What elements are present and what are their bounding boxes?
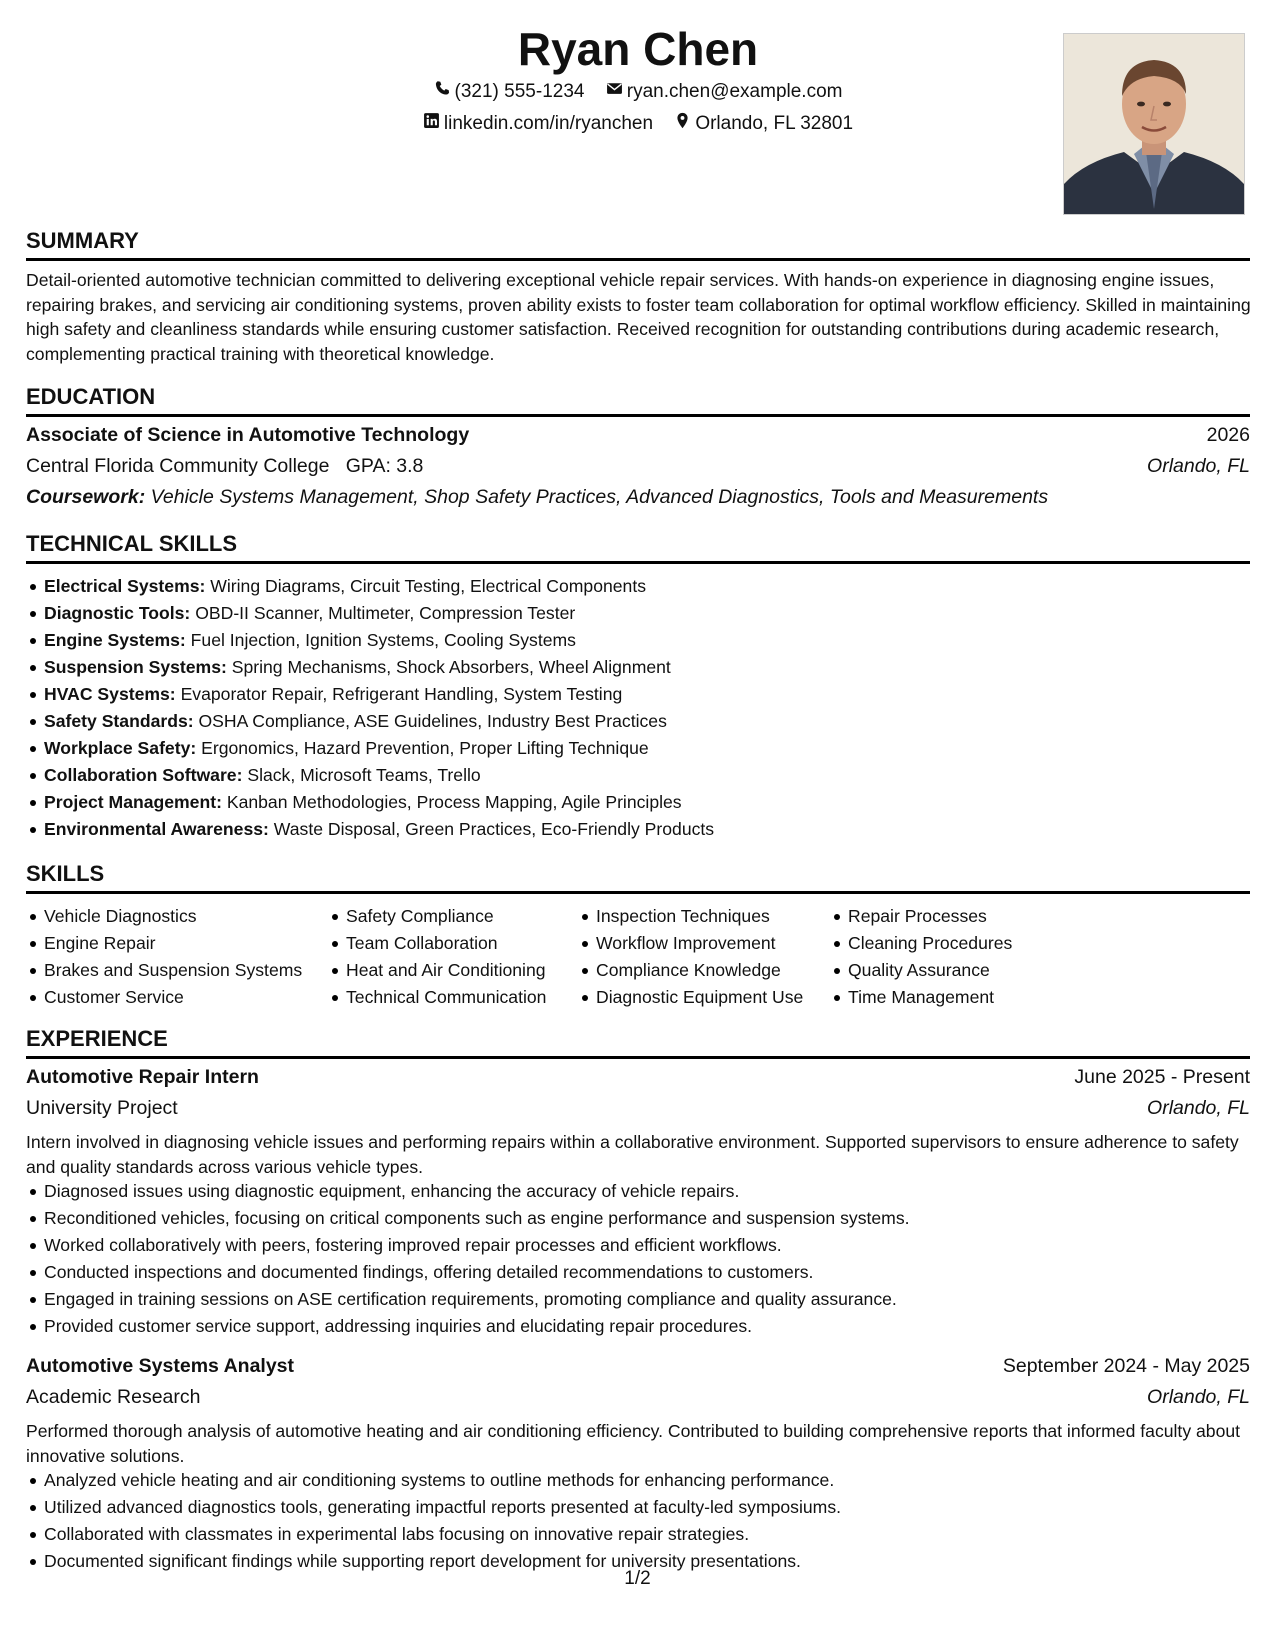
- technical-skill-label: Suspension Systems:: [44, 657, 227, 677]
- job-1-org-row: [26, 1097, 1250, 1125]
- technical-skill-label: Safety Standards:: [44, 711, 194, 731]
- graduation-year: 2026: [1206, 424, 1250, 446]
- job-bullet: Diagnosed issues using diagnostic equipment, enhancing the accuracy of vehicle repairs.: [26, 1178, 1256, 1205]
- technical-skill-item: [26, 735, 1256, 762]
- technical-skill-item: [26, 762, 1256, 789]
- technical-skill-value: Wiring Diagrams, Circuit Testing, Electrical Components: [210, 576, 647, 596]
- coursework-list: Vehicle Systems Management, Shop Safety Practices, Advanced Diagnostics, Tools and Measurements: [150, 486, 1049, 508]
- job-bullet: Analyzed vehicle heating and air conditioning systems to outline methods for enhancing performance.: [26, 1467, 1256, 1494]
- email-contact[interactable]: [606, 80, 843, 103]
- coursework-line: [26, 486, 1048, 509]
- job-2-org: Academic Research: [26, 1386, 201, 1408]
- education-school-row: [26, 455, 1250, 483]
- job-bullet: Collaborated with classmates in experimental labs focusing on innovative repair strategies.: [26, 1521, 1256, 1548]
- phone-contact: [434, 80, 585, 103]
- technical-skill-label: Workplace Safety:: [44, 738, 197, 758]
- skills-column: [328, 903, 546, 1011]
- skill-item: Technical Communication: [328, 984, 546, 1011]
- job-bullet: Conducted inspections and documented findings, offering detailed recommendations to customers.: [26, 1259, 1256, 1286]
- skills-column: [26, 903, 302, 1011]
- job-2-title-row: [26, 1355, 1250, 1383]
- technical-skill-label: HVAC Systems:: [44, 684, 176, 704]
- job-bullet: Documented significant findings while supporting report development for university presentations.: [26, 1548, 1256, 1575]
- page-number: 1/2: [624, 1568, 651, 1589]
- technical-skill-value: Ergonomics, Hazard Prevention, Proper Lifting Technique: [201, 738, 649, 758]
- technical-skill-value: Spring Mechanisms, Shock Absorbers, Wheel Alignment: [231, 657, 671, 677]
- email-text: ryan.chen@example.com: [626, 80, 843, 102]
- profile-photo: [1063, 33, 1245, 215]
- technical-skill-value: Kanban Methodologies, Process Mapping, Agile Principles: [226, 792, 682, 812]
- technical-skill-item: [26, 708, 1256, 735]
- skills-heading: SKILLS: [26, 861, 1250, 894]
- experience-heading: EXPERIENCE: [26, 1026, 1250, 1059]
- technical-skill-value: OBD-II Scanner, Multimeter, Compression Tester: [195, 603, 576, 623]
- job-2-org-row: [26, 1386, 1250, 1414]
- job-1-role: Automotive Repair Intern: [26, 1066, 259, 1088]
- skills-column: [830, 903, 1012, 1011]
- job-1-bullets: [26, 1178, 1256, 1340]
- technical-skill-value: Fuel Injection, Ignition Systems, Cooling Systems: [190, 630, 576, 650]
- linkedin-icon: [423, 112, 444, 135]
- job-2-description: Performed thorough analysis of automotive heating and air conditioning efficiency. Contributed to building comprehensive reports that informed faculty about innovative solutions.: [26, 1421, 1241, 1466]
- skill-item: Heat and Air Conditioning: [328, 957, 546, 984]
- skill-item: Repair Processes: [830, 903, 1012, 930]
- linkedin-text: linkedin.com/in/ryanchen: [443, 112, 654, 134]
- job-bullet: Provided customer service support, addressing inquiries and elucidating repair procedures.: [26, 1313, 1256, 1340]
- coursework-row: [26, 486, 1250, 514]
- technical-skill-item: [26, 600, 1256, 627]
- technical-skill-label: Engine Systems:: [44, 630, 186, 650]
- education-heading: EDUCATION: [26, 384, 1250, 417]
- job-1-description: Intern involved in diagnosing vehicle issues and performing repairs within a collaborative environment. Supported supervisors to ensure adherence to safety and quality standards across various vehicle types.: [26, 1132, 1239, 1177]
- skill-item: Safety Compliance: [328, 903, 546, 930]
- school-line: [26, 455, 423, 478]
- envelope-icon: [606, 80, 627, 103]
- skill-item: Team Collaboration: [328, 930, 546, 957]
- skill-item: Brakes and Suspension Systems: [26, 957, 302, 984]
- phone-icon: [434, 80, 455, 103]
- technical-skill-value: OSHA Compliance, ASE Guidelines, Industry Best Practices: [198, 711, 667, 731]
- skill-item: Diagnostic Equipment Use: [578, 984, 803, 1011]
- technical-skill-label: Collaboration Software:: [44, 765, 243, 785]
- technical-skill-value: Waste Disposal, Green Practices, Eco-Friendly Products: [273, 819, 715, 839]
- job-bullet: Engaged in training sessions on ASE certification requirements, promoting compliance and quality assurance.: [26, 1286, 1256, 1313]
- candidate-name: Ryan Chen: [517, 23, 759, 75]
- skill-item: Quality Assurance: [830, 957, 1012, 984]
- summary-heading: SUMMARY: [26, 228, 1250, 261]
- job-2-role: Automotive Systems Analyst: [26, 1355, 295, 1377]
- technical-skill-label: Environmental Awareness:: [44, 819, 269, 839]
- education-degree-row: [26, 424, 1250, 452]
- job-bullet: Reconditioned vehicles, focusing on critical components such as engine performance and suspension systems.: [26, 1205, 1256, 1232]
- technical-skill-item: [26, 654, 1256, 681]
- job-bullet: Utilized advanced diagnostics tools, generating impactful reports presented at faculty-led symposiums.: [26, 1494, 1256, 1521]
- skill-item: Engine Repair: [26, 930, 302, 957]
- technical-skill-item: [26, 627, 1256, 654]
- job-1-title-row: [26, 1066, 1250, 1094]
- technical-skill-item: [26, 816, 1256, 843]
- skill-item: Cleaning Procedures: [830, 930, 1012, 957]
- technical-skills-list: [26, 573, 1256, 843]
- technical-skill-item: [26, 681, 1256, 708]
- job-1-location: Orlando, FL: [1147, 1097, 1250, 1119]
- technical-skill-value: Evaporator Repair, Refrigerant Handling, System Testing: [180, 684, 623, 704]
- job-2-location: Orlando, FL: [1147, 1386, 1250, 1408]
- technical-skill-label: Electrical Systems:: [44, 576, 206, 596]
- degree-title: Associate of Science in Automotive Technology: [26, 424, 470, 446]
- phone-text: (321) 555-1234: [454, 80, 585, 102]
- school-name: Central Florida Community College: [26, 455, 330, 477]
- location-contact: [674, 112, 853, 135]
- job-2-bullets: [26, 1467, 1256, 1575]
- technical-skills-heading: TECHNICAL SKILLS: [26, 531, 1250, 564]
- location-text: Orlando, FL 32801: [695, 112, 854, 134]
- job-1-org: University Project: [26, 1097, 178, 1119]
- skill-item: Time Management: [830, 984, 1012, 1011]
- skill-item: Vehicle Diagnostics: [26, 903, 302, 930]
- technical-skill-item: [26, 573, 1256, 600]
- skill-item: Customer Service: [26, 984, 302, 1011]
- map-marker-icon: [674, 112, 695, 135]
- technical-skill-item: [26, 789, 1256, 816]
- skill-item: Workflow Improvement: [578, 930, 803, 957]
- job-bullet: Worked collaboratively with peers, fostering improved repair processes and efficient workflows.: [26, 1232, 1256, 1259]
- skills-column: [578, 903, 803, 1011]
- skills-grid: [26, 903, 1250, 1013]
- skill-item: Inspection Techniques: [578, 903, 803, 930]
- summary-text: Detail-oriented automotive technician committed to delivering exceptional vehicle repair services. With hands-on experience in diagnosing engine issues, repairing brakes, and servicing air conditioning systems, proven ability exists to foster team collaboration for optimal workflow efficiency. Skilled in maintaining high safety and cleanliness standards while ensuring customer satisfaction. Received recognition for outstanding contributions during academic research, complementing practical training with theoretical knowledge.: [26, 270, 1251, 364]
- gpa: GPA: 3.8: [345, 455, 424, 477]
- job-2-dates: September 2024 - May 2025: [1002, 1355, 1250, 1377]
- technical-skill-value: Slack, Microsoft Teams, Trello: [247, 765, 481, 785]
- technical-skill-label: Project Management:: [44, 792, 222, 812]
- coursework-label: Coursework:: [26, 486, 146, 508]
- job-1-dates: June 2025 - Present: [1074, 1066, 1250, 1088]
- skill-item: Compliance Knowledge: [578, 957, 803, 984]
- linkedin-contact[interactable]: [423, 112, 653, 135]
- technical-skill-label: Diagnostic Tools:: [44, 603, 191, 623]
- school-location: Orlando, FL: [1147, 455, 1250, 477]
